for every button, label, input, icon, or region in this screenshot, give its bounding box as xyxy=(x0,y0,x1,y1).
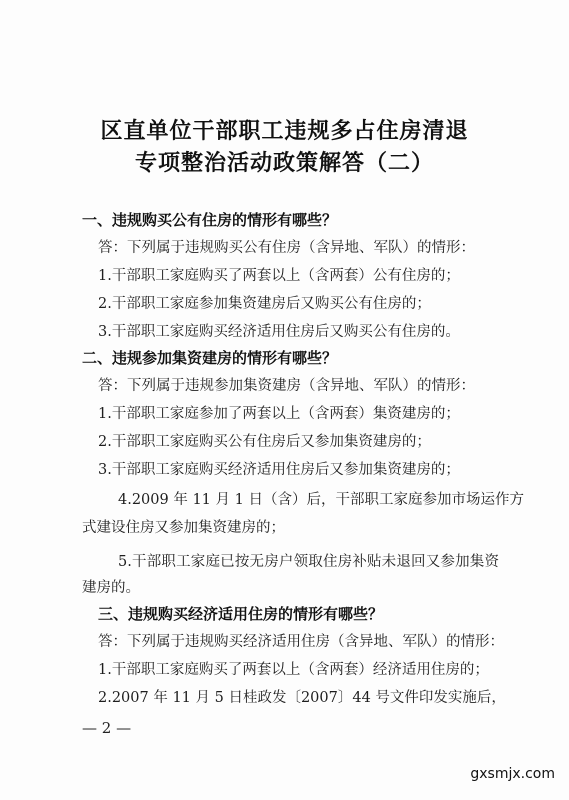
section-2-item-5-line-2: 建房的。 xyxy=(82,580,140,596)
section-3-item-2: 2.2007 年 11 月 5 日桂政发〔2007〕44 号文件印发实施后， xyxy=(98,690,506,706)
section-2-item-4-line-1: 4.2009 年 11 月 1 日（含）后，干部职工家庭参加市场运作方 xyxy=(118,492,524,508)
section-2-item-4-line-2: 式建设住房又参加集资建房的； xyxy=(82,520,285,536)
section-2-answer: 答：下列属于违规参加集资建房（含异地、军队）的情形： xyxy=(98,378,475,394)
section-3-heading: 三、违规购买经济适用住房的情形有哪些？ xyxy=(98,605,384,623)
section-1-answer: 答：下列属于违规购买公有住房（含异地、军队）的情形： xyxy=(98,240,475,256)
section-2-heading: 二、违规参加集资建房的情形有哪些？ xyxy=(82,349,338,367)
site-watermark: gxsmjx.com xyxy=(470,766,555,782)
section-2-item-2: 2.干部职工家庭购买公有住房后又参加集资建房的； xyxy=(98,434,431,450)
section-2-item-5-line-1: 5.干部职工家庭已按无房户领取住房补贴未退回又参加集资 xyxy=(118,554,499,570)
section-1-item-3: 3.干部职工家庭购买经济适用住房后又购买公有住房的。 xyxy=(98,324,460,340)
document-title-line-1: 区直单位干部职工违规多占住房清退 xyxy=(100,119,469,144)
section-2-item-3: 3.干部职工家庭购买经济适用住房后又参加集资建房的； xyxy=(98,462,460,478)
section-2-item-1: 1.干部职工家庭参加了两套以上（含两套）集资建房的； xyxy=(98,406,460,422)
document-title-line-2: 专项整治活动政策解答（二） xyxy=(134,151,434,176)
page-number: — 2 — xyxy=(82,719,132,737)
section-1-item-1: 1.干部职工家庭购买了两套以上（含两套）公有住房的； xyxy=(98,268,460,284)
section-1-heading: 一、违规购买公有住房的情形有哪些？ xyxy=(82,211,338,229)
section-1-item-2: 2.干部职工家庭参加集资建房后又购买公有住房的； xyxy=(98,296,431,312)
section-3-answer: 答：下列属于违规购买经济适用住房（含异地、军队）的情形： xyxy=(98,634,504,650)
section-3-item-1: 1.干部职工家庭购买了两套以上（含两套）经济适用住房的； xyxy=(98,662,489,678)
